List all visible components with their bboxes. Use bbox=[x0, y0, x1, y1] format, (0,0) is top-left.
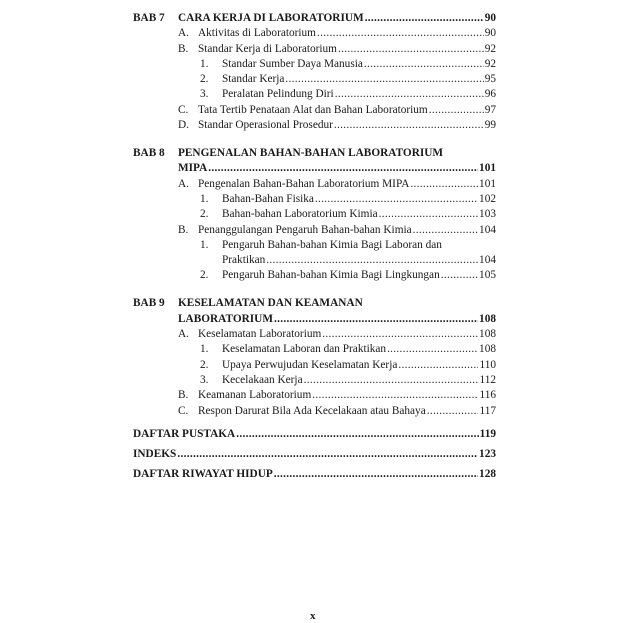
entry-text: Praktikan bbox=[222, 254, 266, 267]
entry-text: Kecelakaan Kerja bbox=[222, 373, 303, 386]
leader-dots bbox=[335, 87, 484, 102]
toc-indeks bbox=[133, 447, 496, 462]
page-number: 104 bbox=[479, 254, 496, 267]
chapter-label: BAB 7 bbox=[133, 12, 165, 24]
page-number: 102 bbox=[479, 192, 496, 205]
leader-dots bbox=[429, 103, 484, 118]
entry-marker: 2. bbox=[200, 208, 209, 221]
entry-text: Penanggulangan Pengaruh Bahan-bahan Kimia bbox=[198, 223, 412, 236]
entry-marker: 1. bbox=[200, 57, 209, 70]
page-number: 116 bbox=[479, 389, 496, 402]
toc-entry bbox=[133, 223, 496, 238]
toc-chapter-7 bbox=[133, 11, 496, 26]
page-number: 110 bbox=[479, 358, 496, 371]
entry-text: Tata Tertib Penataan Alat dan Bahan Laboratorium bbox=[198, 103, 428, 116]
chapter-label: BAB 8 bbox=[133, 147, 165, 160]
entry-text: Standar Sumber Daya Manusia bbox=[222, 57, 363, 70]
leader-dots bbox=[177, 447, 478, 462]
toc-chapter-9-cont bbox=[133, 312, 496, 327]
toc-subentry bbox=[133, 268, 496, 283]
page-number: 119 bbox=[479, 427, 496, 440]
chapter-title: MIPA bbox=[178, 162, 208, 175]
page-number: 96 bbox=[484, 88, 496, 101]
chapter-title: PENGENALAN BAHAN-BAHAN LABORATORIUM bbox=[178, 147, 444, 160]
leader-dots bbox=[274, 312, 478, 327]
toc-entry bbox=[133, 26, 496, 41]
entry-marker: 2. bbox=[200, 269, 209, 282]
chapter-title: LABORATORIUM bbox=[178, 312, 273, 325]
entry-marker: 2. bbox=[200, 358, 209, 371]
leader-dots bbox=[208, 161, 478, 176]
page-folio: x bbox=[310, 610, 316, 622]
entry-text: DAFTAR RIWAYAT HIDUP bbox=[133, 468, 273, 481]
entry-text: Bahan-Bahan Fisika bbox=[222, 192, 314, 205]
toc-entry bbox=[133, 327, 496, 342]
page-number: 108 bbox=[479, 343, 496, 356]
entry-text: Peralatan Pelindung Diri bbox=[222, 88, 334, 101]
entry-marker: B. bbox=[178, 223, 189, 236]
entry-text: Keamanan Laboratorium bbox=[198, 389, 312, 402]
chapter-label: BAB 9 bbox=[133, 297, 165, 310]
entry-text: Upaya Perwujudan Keselamatan Kerja bbox=[222, 358, 398, 371]
page-number: 105 bbox=[479, 269, 496, 282]
entry-marker: 1. bbox=[200, 192, 209, 205]
entry-text: Pengaruh Bahan-bahan Kimia Bagi Lingkungan bbox=[222, 269, 440, 282]
leader-dots bbox=[398, 358, 478, 373]
page-number: 101 bbox=[479, 177, 496, 190]
entry-marker: A. bbox=[178, 27, 189, 40]
toc-subentry bbox=[133, 342, 496, 357]
toc-subentry bbox=[133, 57, 496, 72]
toc-riwayat-hidup bbox=[133, 467, 496, 482]
toc-entry bbox=[133, 177, 496, 192]
page-number: 128 bbox=[479, 468, 496, 481]
entry-text: Pengenalan Bahan-Bahan Laboratorium MIPA bbox=[198, 177, 410, 190]
page-number: 104 bbox=[479, 223, 496, 236]
entry-text: Pengaruh Bahan-bahan Kimia Bagi Laboran dan bbox=[222, 238, 442, 251]
leader-dots bbox=[364, 57, 484, 72]
entry-marker: A. bbox=[178, 177, 189, 190]
toc-subentry bbox=[133, 358, 496, 373]
page-number: 112 bbox=[479, 373, 496, 386]
entry-marker: 3. bbox=[200, 88, 209, 101]
entry-marker: 1. bbox=[200, 343, 209, 356]
leader-dots bbox=[312, 388, 478, 403]
page-number: 90 bbox=[484, 27, 496, 40]
leader-dots bbox=[338, 42, 484, 57]
chapter-title: CARA KERJA DI LABORATORIUM bbox=[178, 12, 364, 24]
toc-entry bbox=[133, 118, 496, 133]
leader-dots bbox=[315, 192, 478, 207]
leader-dots bbox=[322, 327, 478, 342]
toc-chapter-8-cont bbox=[133, 161, 496, 176]
leader-dots bbox=[334, 118, 484, 133]
entry-text: Bahan-bahan Laboratorium Kimia bbox=[222, 208, 378, 221]
entry-text: Respon Darurat Bila Ada Kecelakaan atau Bahaya bbox=[198, 404, 426, 417]
page-number: 108 bbox=[479, 328, 496, 341]
entry-text: DAFTAR PUSTAKA bbox=[133, 427, 236, 440]
entry-marker: A. bbox=[178, 328, 189, 341]
toc-subentry bbox=[133, 72, 496, 87]
entry-marker: 3. bbox=[200, 373, 209, 386]
page-number: 101 bbox=[479, 162, 496, 175]
leader-dots bbox=[266, 253, 478, 268]
page-number: 92 bbox=[484, 42, 496, 55]
entry-marker: 1. bbox=[200, 238, 209, 251]
toc-entry bbox=[133, 388, 496, 403]
leader-dots bbox=[427, 404, 479, 419]
entry-text: Keselamatan Laboran dan Praktikan bbox=[222, 343, 387, 356]
page-number: 90 bbox=[484, 12, 496, 24]
leader-dots bbox=[365, 11, 484, 26]
toc-entry bbox=[133, 42, 496, 57]
leader-dots bbox=[285, 72, 483, 87]
entry-marker: C. bbox=[178, 404, 189, 417]
toc-chapter-9 bbox=[133, 296, 496, 311]
page-number: 108 bbox=[479, 312, 496, 325]
entry-text: Aktivitas di Laboratorium bbox=[198, 27, 316, 40]
leader-dots bbox=[441, 268, 478, 283]
page-number: 117 bbox=[479, 404, 496, 417]
table-of-contents bbox=[133, 11, 496, 483]
toc-subentry bbox=[133, 238, 496, 253]
entry-marker: C. bbox=[178, 103, 189, 116]
entry-text: Keselamatan Laboratorium bbox=[198, 328, 322, 341]
toc-entry bbox=[133, 103, 496, 118]
entry-marker: B. bbox=[178, 389, 189, 402]
toc-subentry-cont bbox=[133, 253, 496, 268]
entry-text: INDEKS bbox=[133, 448, 177, 461]
toc-chapter-8 bbox=[133, 146, 496, 161]
entry-marker: D. bbox=[178, 119, 189, 132]
leader-dots bbox=[304, 373, 479, 388]
leader-dots bbox=[317, 26, 484, 41]
leader-dots bbox=[274, 467, 478, 482]
toc-subentry bbox=[133, 192, 496, 207]
toc-entry bbox=[133, 404, 496, 419]
toc-subentry bbox=[133, 373, 496, 388]
page-number: 95 bbox=[484, 73, 496, 86]
page-number: 123 bbox=[479, 448, 496, 461]
toc-subentry bbox=[133, 87, 496, 102]
toc-subentry bbox=[133, 207, 496, 222]
entry-text: Standar Kerja di Laboratorium bbox=[198, 42, 337, 55]
chapter-title: KESELAMATAN DAN KEAMANAN bbox=[178, 297, 363, 310]
leader-dots bbox=[387, 342, 478, 357]
leader-dots bbox=[379, 207, 478, 222]
page-number: 99 bbox=[484, 119, 496, 132]
entry-marker: 2. bbox=[200, 73, 209, 86]
entry-text: Standar Kerja bbox=[222, 73, 285, 86]
page-number: 92 bbox=[484, 57, 496, 70]
leader-dots bbox=[410, 177, 478, 192]
page-number: 103 bbox=[479, 208, 496, 221]
leader-dots bbox=[413, 223, 478, 238]
entry-marker: B. bbox=[178, 42, 189, 55]
entry-text: Standar Operasional Prosedur bbox=[198, 119, 333, 132]
leader-dots bbox=[236, 427, 478, 442]
toc-daftar-pustaka bbox=[133, 427, 496, 442]
page-number: 97 bbox=[484, 103, 496, 116]
